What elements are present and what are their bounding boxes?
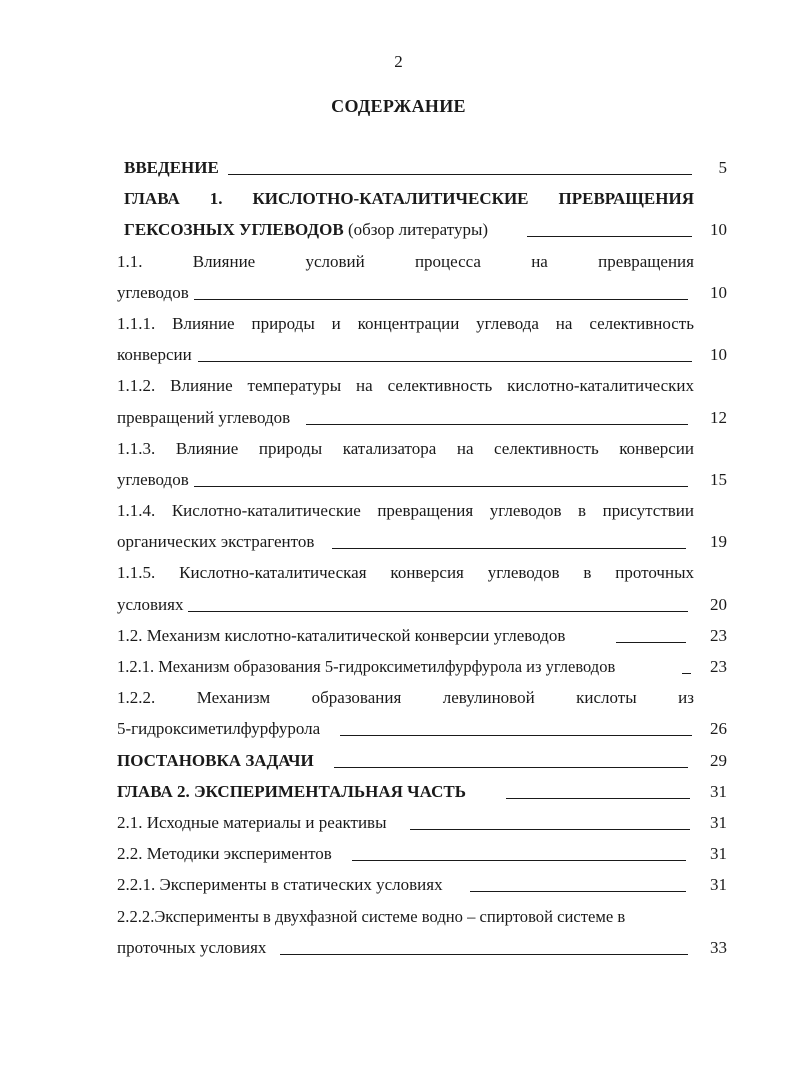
entry-word: превращения [598, 251, 694, 271]
toc-entry-1-1-4[interactable] [0, 495, 797, 557]
leader-line [682, 651, 691, 674]
leader-line [198, 339, 692, 362]
entry-page: 23 [710, 657, 727, 676]
leader-line [470, 869, 686, 892]
entry-page: 20 [710, 594, 727, 614]
entry-title: 1.1.2. Влияние температуры на селективность кислотно-каталитических [117, 376, 694, 396]
entry-title-continued: углеводов [117, 282, 189, 302]
entry-title: 1.1.5. Кислотно-каталитическая конверсия углеводов в проточных [117, 563, 694, 583]
entry-title [117, 246, 694, 277]
toc-title: СОДЕРЖАНИЕ [331, 96, 466, 116]
entry-word: на [531, 251, 548, 271]
leader-line [280, 932, 688, 955]
toc-entry-problem-statement[interactable] [0, 745, 797, 776]
entry-page: 31 [710, 875, 727, 895]
toc-entry-1-1-5[interactable] [0, 557, 797, 619]
entry-page: 15 [710, 469, 727, 489]
leader-line [340, 713, 692, 736]
entry-page: 19 [710, 532, 727, 552]
leader-line [334, 745, 688, 768]
leader-line [506, 776, 690, 799]
entry-page: 31 [710, 812, 727, 832]
toc-entry-2-1[interactable] [0, 807, 797, 838]
entry-page: 31 [710, 781, 727, 801]
entry-title: ПОСТАНОВКА ЗАДАЧИ [117, 750, 314, 770]
entry-title: 2.1. Исходные материалы и реактивы [117, 812, 387, 832]
entry-page: 12 [710, 407, 727, 427]
entry-word: кислоты [576, 688, 637, 708]
entry-word: процесса [414, 251, 481, 271]
entry-title: 2.2.1. Эксперименты в статических условиях [117, 875, 443, 895]
entry-title-note: (обзор литературы) [343, 220, 489, 240]
leader-line [616, 620, 686, 643]
entry-title-continued: органических экстрагентов [117, 532, 315, 552]
leader-line [527, 214, 692, 237]
entry-word: 1.2.2. [117, 688, 156, 708]
entry-title: ГЛАВА 1. КИСЛОТНО-КАТАЛИТИЧЕСКИЕ ПРЕВРАЩЕНИЯ [124, 189, 694, 209]
entry-word: условий [305, 251, 365, 271]
leader-line [228, 152, 692, 175]
entry-title-continued: проточных условиях [117, 937, 267, 957]
leader-line [188, 589, 688, 612]
entry-title-continued: превращений углеводов [117, 407, 291, 427]
entry-title: 1.1.3. Влияние природы катализатора на селективность конверсии [117, 438, 694, 458]
entry-title-continued: 5-гидроксиметилфурфурола [117, 719, 321, 739]
entry-title: 1.2. Механизм кислотно-каталитической конверсии углеводов [117, 625, 566, 645]
entry-title: ГЛАВА 2. ЭКСПЕРИМЕНТАЛЬНАЯ ЧАСТЬ [117, 781, 466, 801]
page-number: 2 [394, 52, 403, 71]
leader-line [194, 464, 688, 487]
entry-page: 29 [710, 750, 727, 770]
entry-title: 1.1.1. Влияние природы и концентрации углевода на селективность [117, 313, 694, 333]
toc-entry-chapter-2[interactable] [0, 776, 797, 807]
entry-page: 5 [718, 158, 727, 177]
entry-title [117, 682, 694, 713]
leader-line [352, 838, 686, 861]
entry-page: 31 [710, 844, 727, 864]
entry-word: 1.1. [117, 251, 143, 271]
entry-word: образования [311, 688, 402, 708]
entry-title-continued: условиях [117, 594, 184, 614]
entry-title-continued: конверсии [117, 345, 192, 365]
entry-title: 1.2.1. Механизм образования 5-гидроксиметилфурфурола из углеводов [117, 657, 616, 676]
entry-page: 10 [710, 220, 727, 240]
entry-word: Механизм [196, 688, 271, 708]
entry-page: 33 [710, 937, 727, 957]
entry-page: 10 [710, 282, 727, 302]
entry-title: 1.1.4. Кислотно-каталитические превращения углеводов в присутствии [117, 501, 694, 521]
entry-word: левулиновой [442, 688, 535, 708]
toc-entry-1-2-1[interactable] [0, 651, 797, 682]
leader-line [332, 526, 686, 549]
entry-word: Влияние [192, 251, 256, 271]
entry-title: ВВЕДЕНИЕ [124, 158, 219, 177]
entry-page: 23 [710, 625, 727, 645]
entry-title-bold: ГЕКСОЗНЫХ УГЛЕВОДОВ [124, 220, 344, 240]
entry-title-continued [124, 214, 488, 245]
leader-line [306, 402, 688, 425]
toc-entry-1-1-1[interactable] [0, 308, 797, 370]
entry-word: из [678, 688, 694, 708]
toc-entry-introduction[interactable] [0, 152, 797, 183]
entry-title: 2.2. Методики экспериментов [117, 844, 332, 864]
toc-entry-chapter-1[interactable] [0, 183, 797, 245]
leader-line [194, 277, 688, 300]
toc-entry-1-1-2[interactable] [0, 370, 797, 432]
entry-page: 10 [710, 345, 727, 365]
toc-entry-2-2[interactable] [0, 838, 797, 869]
toc-entry-1-2[interactable] [0, 620, 797, 651]
table-of-contents [0, 152, 797, 963]
entry-title-continued: углеводов [117, 469, 189, 489]
toc-entry-2-2-1[interactable] [0, 869, 797, 900]
leader-line [410, 807, 690, 830]
entry-page: 26 [710, 719, 727, 739]
toc-entry-2-2-2[interactable] [0, 901, 797, 963]
toc-entry-1-1[interactable] [0, 246, 797, 308]
toc-entry-1-1-3[interactable] [0, 433, 797, 495]
entry-title: 2.2.2.Эксперименты в двухфазной системе водно – спиртовой системе в [117, 906, 626, 926]
toc-entry-1-2-2[interactable] [0, 682, 797, 744]
